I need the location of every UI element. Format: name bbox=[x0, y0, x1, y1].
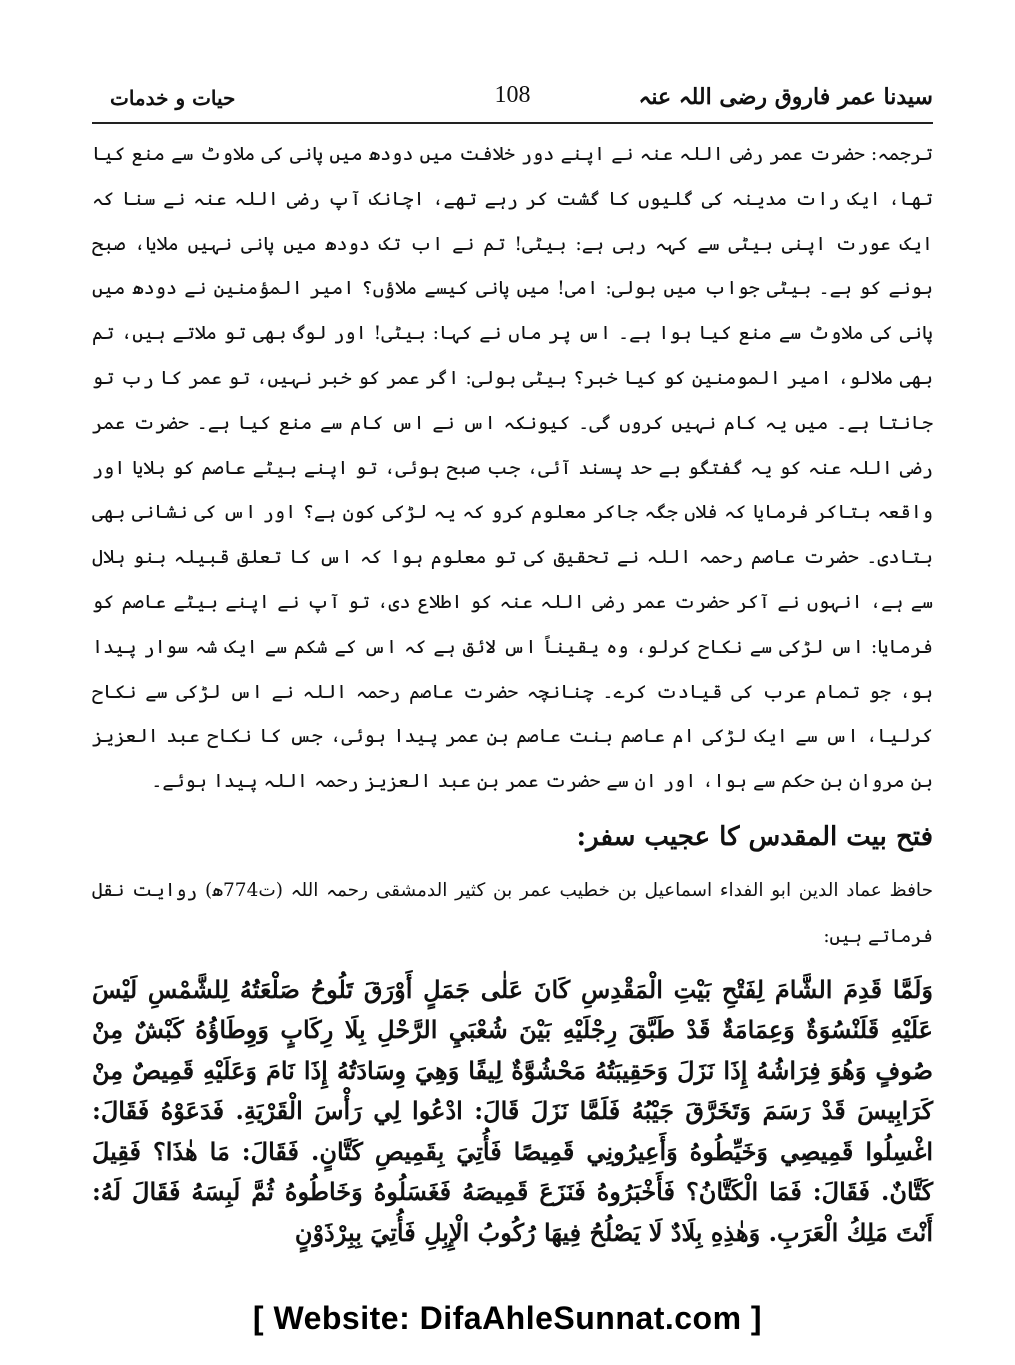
section-heading: فتح بیت المقدس کا عجیب سفر: bbox=[576, 821, 933, 852]
section-title: حیات و خدمات bbox=[110, 86, 236, 110]
page-number: 108 bbox=[494, 82, 531, 108]
arabic-quote: وَلَمَّا قَدِمَ الشَّامَ لِفَتْحِ بَيْتِ الْمَقْدِسِ كَانَ عَلٰى جَمَلٍ أَوْرَقَ تَلُوحُ صَلْعَتُهُ لِلشَّمْسِ لَيْسَ عَلَيْهِ قَلَنْسُوَةٌ وَعِمَامَةٌ قَدْ طَبَّقَ رِجْلَيْهِ بَيْنَ شُعْبَيِ الرَّحْلِ بِلَا رِكَابٍ وَوِطَاؤُهُ كَبْشٌ مِنْ صُوفٍ وَهُوَ فِرَاشُهُ إِذَا نَزَلَ وَحَقِيبَتُهُ مَحْشُوَّةٌ لِيفًا وَهِيَ وِسَادَتُهُ إِذَا نَامَ وَعَلَيْهِ قَمِيصٌ مِنْ كَرَابِيسَ قَدْ رَسَمَ وَتَخَرَّقَ جَيْبُهُ فَلَمَّا نَزَلَ قَالَ: ادْعُوا لِي رَأْسَ الْقَرْيَةِ. فَدَعَوْهُ فَقَالَ: اغْسِلُوا قَمِيصِي وَخَيِّطُوهُ وَأَعِيرُونِي قَمِيصًا فَأُتِيَ بِقَمِيصِ كَتَّانٍ. فَقَالَ: مَا هٰذَا؟ فَقِيلَ كَتَّانٌ. فَقَالَ: فَمَا الْكَتَّانُ؟ فَأَخْبَرُوهُ فَنَزَعَ قَمِيصَهُ فَغَسَلُوهُ وَخَاطُوهُ ثُمَّ لَبِسَهُ فَقَالَ لَهُ: أَنْتَ مَلِكُ الْعَرَبِ. وَهٰذِهِ بِلَادٌ لَا يَصْلُحُ فِيهَا رُكُوبُ الْإِبِلِ فَأُتِيَ بِبِرْذَوْنٍ bbox=[92, 974, 934, 1247]
website-footer: [ Website: DifaAhleSunnat.com ] bbox=[252, 1300, 763, 1336]
translation-paragraph: ترجمہ: حضرت عمر رضی اللہ عنہ نے اپنے دور خلافت میں دودھ میں پانی کی ملاوٹ سے منع کیا تھا، ایک رات مدینہ کی گلیوں کا گشت کر رہے تھے، اچانک آپ رضی اللہ عنہ نے سنا کہ ایک عورت اپنی بیٹی سے کہہ رہی ہے: بیٹی! تم نے اب تک دودھ میں پانی نہیں ملایا، صبح ہونے کو ہے۔ بیٹی جواب میں بولی: امی! میں پانی کیسے ملاؤں؟ امیر المؤمنین نے دودھ میں پانی کی ملاوٹ سے منع کیا ہوا ہے۔ اس پر ماں نے کہا: بیٹی! اور لوگ بھی تو ملاتے ہیں، تم بھی ملالو، امیر المومنین کو کیا خبر؟ بیٹی بولی: اگر عمر کو خبر نہیں، تو عمر کا رب تو جانتا ہے۔ میں یہ کام نہیں کروں گی۔ کیونکہ اس نے اس کام سے منع کیا ہے۔ حضرت عمر رضی اللہ عنہ کو یہ گفتگو بے حد پسند آئی، جب صبح ہوئی، تو اپنے بیٹے عاصم کو بلایا اور واقعہ بتاکر فرمایا کہ فلاں جگہ جاکر معلوم کرو کہ یہ لڑکی کون ہے؟ اور اس کی نشانی بھی بتادی۔ حضرت عاصم رحمہ اللہ نے تحقیق کی تو معلوم ہوا کہ اس کا تعلق قبیلہ بنو ہلال سے ہے، انہوں نے آکر حضرت عمر رضی اللہ عنہ کو اطلاع دی، تو آپ نے اپنے بیٹے عاصم کو فرمایا: اس لڑکی سے نکاح کرلو، وہ یقیناً اس لائق ہے کہ اس کے شکم سے ایک شہ سوار پیدا ہو، جو تمام عرب کی قیادت کرے۔ چنانچہ حضرت عاصم رحمہ اللہ نے اس لڑکی سے نکاح کرلیا، اس سے ایک لڑکی ام عاصم بنت عاصم بن عمر پیدا ہوئی، جس کا نکاح عبد العزیز بن مروان بن حکم سے ہوا، اور ان سے حضرت عمر بن عبد العزیز رحمہ اللہ پیدا ہوئے۔ bbox=[92, 143, 933, 793]
intro-paragraph: حافظ عماد الدین ابو الفداء اسماعیل بن خطیب عمر بن کثیر الدمشقی رحمہ اللہ (ت774ھ) روایت نقل فرماتے ہیں: bbox=[92, 879, 933, 947]
book-title: سیدنا عمر فاروق رضی اللہ عنہ bbox=[638, 84, 933, 110]
page-header bbox=[92, 78, 933, 124]
page-body bbox=[92, 132, 933, 1253]
